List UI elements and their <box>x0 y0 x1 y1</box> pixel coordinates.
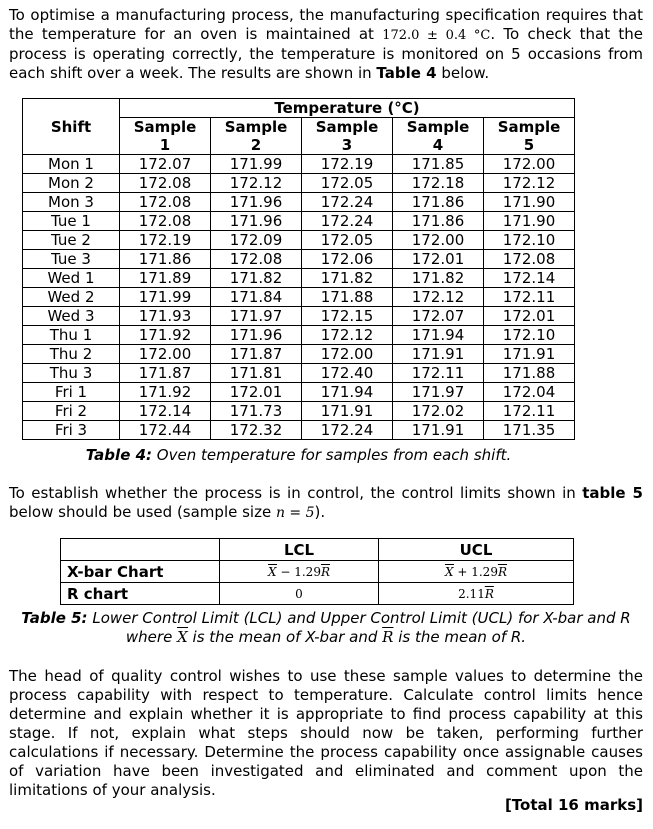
table-row <box>61 561 574 583</box>
temperature-cell: 172.19 <box>302 155 393 174</box>
temperature-cell: 172.11 <box>484 288 575 307</box>
temperature-cell: 172.19 <box>120 231 211 250</box>
table-row <box>23 155 575 174</box>
temperature-cell: 171.85 <box>393 155 484 174</box>
temperature-cell: 172.09 <box>211 231 302 250</box>
temperature-cell: 172.00 <box>120 345 211 364</box>
xbar-ucl-formula: $\overline{X} + 1.29\overline{R}$ <box>379 561 574 583</box>
temperature-cell: 172.08 <box>211 250 302 269</box>
table-row <box>61 583 574 605</box>
temperature-cell: 171.86 <box>120 250 211 269</box>
table-row <box>23 402 575 421</box>
temperature-cell: 171.87 <box>120 364 211 383</box>
temperature-cell: 172.11 <box>393 364 484 383</box>
temperature-cell: 172.06 <box>302 250 393 269</box>
temperature-cell: 172.40 <box>302 364 393 383</box>
temperature-cell: 172.11 <box>484 402 575 421</box>
temperature-cell: 172.08 <box>484 250 575 269</box>
temperature-cell: 171.93 <box>120 307 211 326</box>
sample-header-4: Sample 4 <box>393 118 484 155</box>
temperature-cell: 172.12 <box>211 174 302 193</box>
shift-cell: Wed 1 <box>23 269 120 288</box>
temperature-cell: 171.82 <box>393 269 484 288</box>
lcl-header: LCL <box>220 539 379 561</box>
temperature-cell: 171.84 <box>211 288 302 307</box>
temperature-cell: 171.96 <box>211 326 302 345</box>
temperature-cell: 171.82 <box>302 269 393 288</box>
table-row <box>23 193 575 212</box>
table-row <box>23 269 575 288</box>
temperature-cell: 171.89 <box>120 269 211 288</box>
table-row <box>23 231 575 250</box>
table-5-corner <box>61 539 220 561</box>
temperature-cell: 171.99 <box>211 155 302 174</box>
temperature-cell: 171.96 <box>211 212 302 231</box>
temperature-cell: 172.08 <box>120 193 211 212</box>
control-paragraph: To establish whether the process is in control, the control limits shown in table 5 below should be used (sample size n = 5). <box>9 484 643 521</box>
xbar-lcl-formula: $\overline{X} - 1.29\overline{R}$ <box>220 561 379 583</box>
table-row <box>23 364 575 383</box>
temperature-cell: 171.90 <box>484 193 575 212</box>
total-marks: [Total 16 marks] <box>504 796 643 814</box>
temperature-cell: 172.12 <box>302 326 393 345</box>
temperature-cell: 171.92 <box>120 326 211 345</box>
table-row <box>23 174 575 193</box>
temperature-cell: 171.86 <box>393 193 484 212</box>
sample-header-5: Sample 5 <box>484 118 575 155</box>
temperature-cell: 171.92 <box>120 383 211 402</box>
temperature-cell: 171.94 <box>302 383 393 402</box>
shift-header: Shift <box>23 99 120 155</box>
temperature-cell: 171.91 <box>484 345 575 364</box>
shift-cell: Mon 3 <box>23 193 120 212</box>
shift-cell: Mon 1 <box>23 155 120 174</box>
control-limits-table <box>60 538 574 605</box>
table-row <box>23 345 575 364</box>
oven-temperature-table <box>22 98 575 440</box>
temperature-cell: 171.87 <box>211 345 302 364</box>
temperature-cell: 172.14 <box>484 269 575 288</box>
table-row <box>23 421 575 440</box>
table-row <box>23 250 575 269</box>
sample-header-3: Sample 3 <box>302 118 393 155</box>
table-row <box>23 383 575 402</box>
shift-cell: Fri 3 <box>23 421 120 440</box>
temperature-cell: 172.02 <box>393 402 484 421</box>
temperature-cell: 172.12 <box>393 288 484 307</box>
ucl-header: UCL <box>379 539 574 561</box>
temperature-cell: 172.18 <box>393 174 484 193</box>
temperature-cell: 172.01 <box>484 307 575 326</box>
temperature-cell: 172.01 <box>393 250 484 269</box>
temperature-cell: 171.97 <box>393 383 484 402</box>
temperature-cell: 171.91 <box>393 345 484 364</box>
temperature-cell: 172.10 <box>484 231 575 250</box>
temperature-cell: 172.07 <box>120 155 211 174</box>
table-row <box>23 307 575 326</box>
shift-cell: Wed 3 <box>23 307 120 326</box>
sample-header-2: Sample 2 <box>211 118 302 155</box>
temperature-cell: 172.00 <box>393 231 484 250</box>
temperature-group-header: Temperature (°C) <box>120 99 575 118</box>
table-row <box>23 326 575 345</box>
shift-cell: Tue 3 <box>23 250 120 269</box>
temperature-cell: 172.24 <box>302 212 393 231</box>
table-4-caption: Table 4: Oven temperature for samples from each shift. <box>85 446 512 464</box>
temperature-cell: 172.04 <box>484 383 575 402</box>
table-5-caption: Table 5: Lower Control Limit (LCL) and Upper Control Limit (UCL) for X-bar and R where $\overline{X}$ is the mean of X-bar and $\overline{R}$ is the mean of R. <box>21 609 631 646</box>
r-lcl-value: 0 <box>220 583 379 605</box>
temperature-cell: 171.99 <box>120 288 211 307</box>
table-row <box>23 288 575 307</box>
temperature-cell: 171.73 <box>211 402 302 421</box>
temperature-cell: 172.00 <box>302 345 393 364</box>
r-chart-label: R chart <box>61 583 220 605</box>
shift-cell: Wed 2 <box>23 288 120 307</box>
temperature-cell: 171.96 <box>211 193 302 212</box>
temperature-cell: 171.88 <box>302 288 393 307</box>
temperature-cell: 172.08 <box>120 174 211 193</box>
temperature-cell: 171.81 <box>211 364 302 383</box>
temperature-cell: 172.15 <box>302 307 393 326</box>
spec-value: 172.0 ± 0.4 °C <box>382 28 491 43</box>
temperature-cell: 171.91 <box>302 402 393 421</box>
shift-cell: Fri 1 <box>23 383 120 402</box>
r-ucl-formula: $2.11\overline{R}$ <box>379 583 574 605</box>
shift-cell: Thu 2 <box>23 345 120 364</box>
temperature-cell: 172.05 <box>302 231 393 250</box>
temperature-cell: 172.10 <box>484 326 575 345</box>
temperature-cell: 171.35 <box>484 421 575 440</box>
sample-header-1: Sample 1 <box>120 118 211 155</box>
temperature-cell: 172.07 <box>393 307 484 326</box>
temperature-cell: 171.86 <box>393 212 484 231</box>
shift-cell: Tue 1 <box>23 212 120 231</box>
table-5-ref: table 5 <box>582 484 643 502</box>
temperature-cell: 172.00 <box>484 155 575 174</box>
temperature-cell: 171.82 <box>211 269 302 288</box>
temperature-cell: 171.94 <box>393 326 484 345</box>
temperature-cell: 171.90 <box>484 212 575 231</box>
table-row <box>23 212 575 231</box>
temperature-cell: 172.08 <box>120 212 211 231</box>
table-4-ref: Table 4 <box>376 64 437 82</box>
temperature-cell: 171.97 <box>211 307 302 326</box>
shift-cell: Tue 2 <box>23 231 120 250</box>
temperature-cell: 172.24 <box>302 421 393 440</box>
temperature-cell: 172.44 <box>120 421 211 440</box>
temperature-cell: 172.32 <box>211 421 302 440</box>
shift-cell: Mon 2 <box>23 174 120 193</box>
temperature-cell: 171.91 <box>393 421 484 440</box>
shift-cell: Thu 3 <box>23 364 120 383</box>
temperature-cell: 172.01 <box>211 383 302 402</box>
temperature-cell: 172.12 <box>484 174 575 193</box>
temperature-cell: 172.14 <box>120 402 211 421</box>
intro-paragraph: To optimise a manufacturing process, the manufacturing specification requires that the temperature for an oven is maintained at 172.0 ± 0.4 °C. To check that the process is operating correctly, the temperature is monitored on 5 occasions from each shift over a week. The results are shown in Table 4 below. <box>9 6 643 82</box>
xbar-chart-label: X-bar Chart <box>61 561 220 583</box>
temperature-cell: 172.05 <box>302 174 393 193</box>
shift-cell: Fri 2 <box>23 402 120 421</box>
temperature-cell: 171.88 <box>484 364 575 383</box>
shift-cell: Thu 1 <box>23 326 120 345</box>
question-paragraph: The head of quality control wishes to use these sample values to determine the process capability with respect to temperature. Calculate control limits hence determine and explain whether it is appropriate to find process capability at this stage. If not, explain what steps should now be taken, performing further calculations if necessary. Determine the process capability once assignable causes of variation have been investigated and eliminated and comment upon the limitations of your analysis. <box>9 667 643 799</box>
temperature-cell: 172.24 <box>302 193 393 212</box>
